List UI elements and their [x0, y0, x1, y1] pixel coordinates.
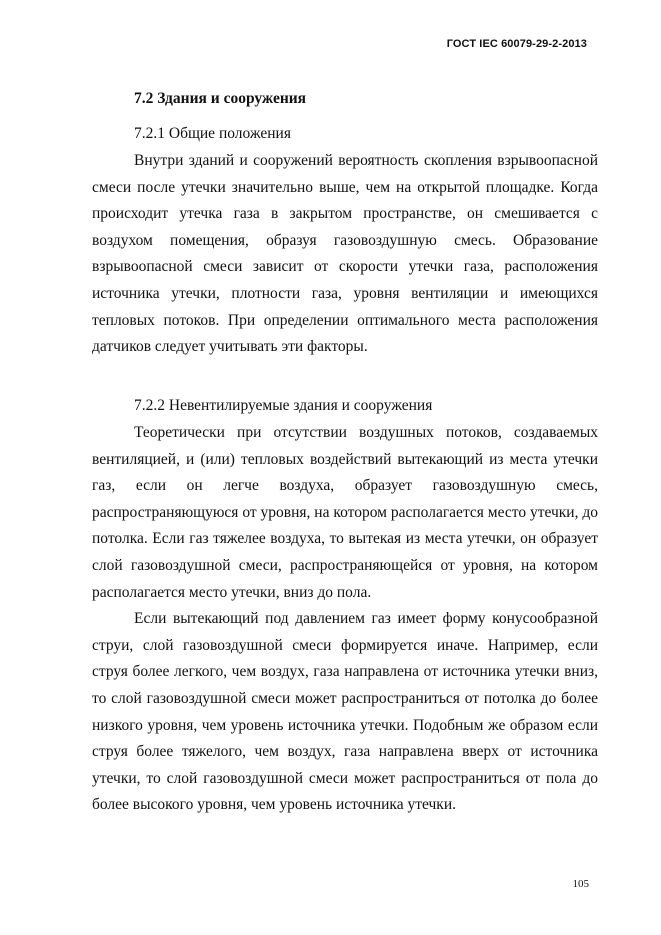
document-standard-header: ГОСТ IEC 60079-29-2-2013 [446, 38, 587, 50]
subsection-2-title: 7.2.2 Невентилируемые здания и сооружения [134, 397, 433, 414]
paragraph: Теоретически при отсутствии воздушных потоков, создаваемых вентиляцией, и (или) тепловых воздействий вытекающий из места утечки газ, если он легче воздуха, образует газовоздушную смесь, распространяющуюся от уровня, на котором располагается место утечки, до потолка. Если газ тяжелее воздуха, то вытекая из места утечки, он образует слой газовоздушной смеси, распространяющейся от уровня, на котором располагается место утечки, вниз до пола. [92, 424, 598, 601]
subsection-1-body [92, 148, 598, 361]
subsection-1-title: 7.2.1 Общие положения [134, 125, 291, 142]
section-title: 7.2 Здания и сооружения [134, 90, 307, 107]
page-number: 105 [572, 878, 589, 890]
paragraph: Внутри зданий и сооружений вероятность скопления взрывоопасной смеси после утечки значительно выше, чем на открытой площадке. Когда происходит утечка газа в закрытом пространстве, он смешивается с воздухом помещения, образуя газовоздушную смесь. Образование взрывоопасной смеси зависит от скорости утечки газа, расположения источника утечки, плотности газа, уровня вентиляции и имеющихся тепловых потоков. При определении оптимального места расположения датчиков следует учитывать эти факторы. [92, 152, 598, 356]
subsection-2-body [92, 420, 598, 819]
paragraph: Если вытекающий под давлением газ имеет форму конусообразной струи, слой газовоздушной смеси формируется иначе. Например, если струя более легкого, чем воздух, газа направлена от источника утечки вниз, то слой газовоздушной смеси может распространиться от потолка до более низкого уровня, чем уровень источника утечки. Подобным же образом если струя более тяжелого, чем воздух, газа направлена вверх от источника утечки, то слой газовоздушной смеси может распространиться от пола до более высокого уровня, чем уровень источника утечки. [92, 610, 598, 814]
